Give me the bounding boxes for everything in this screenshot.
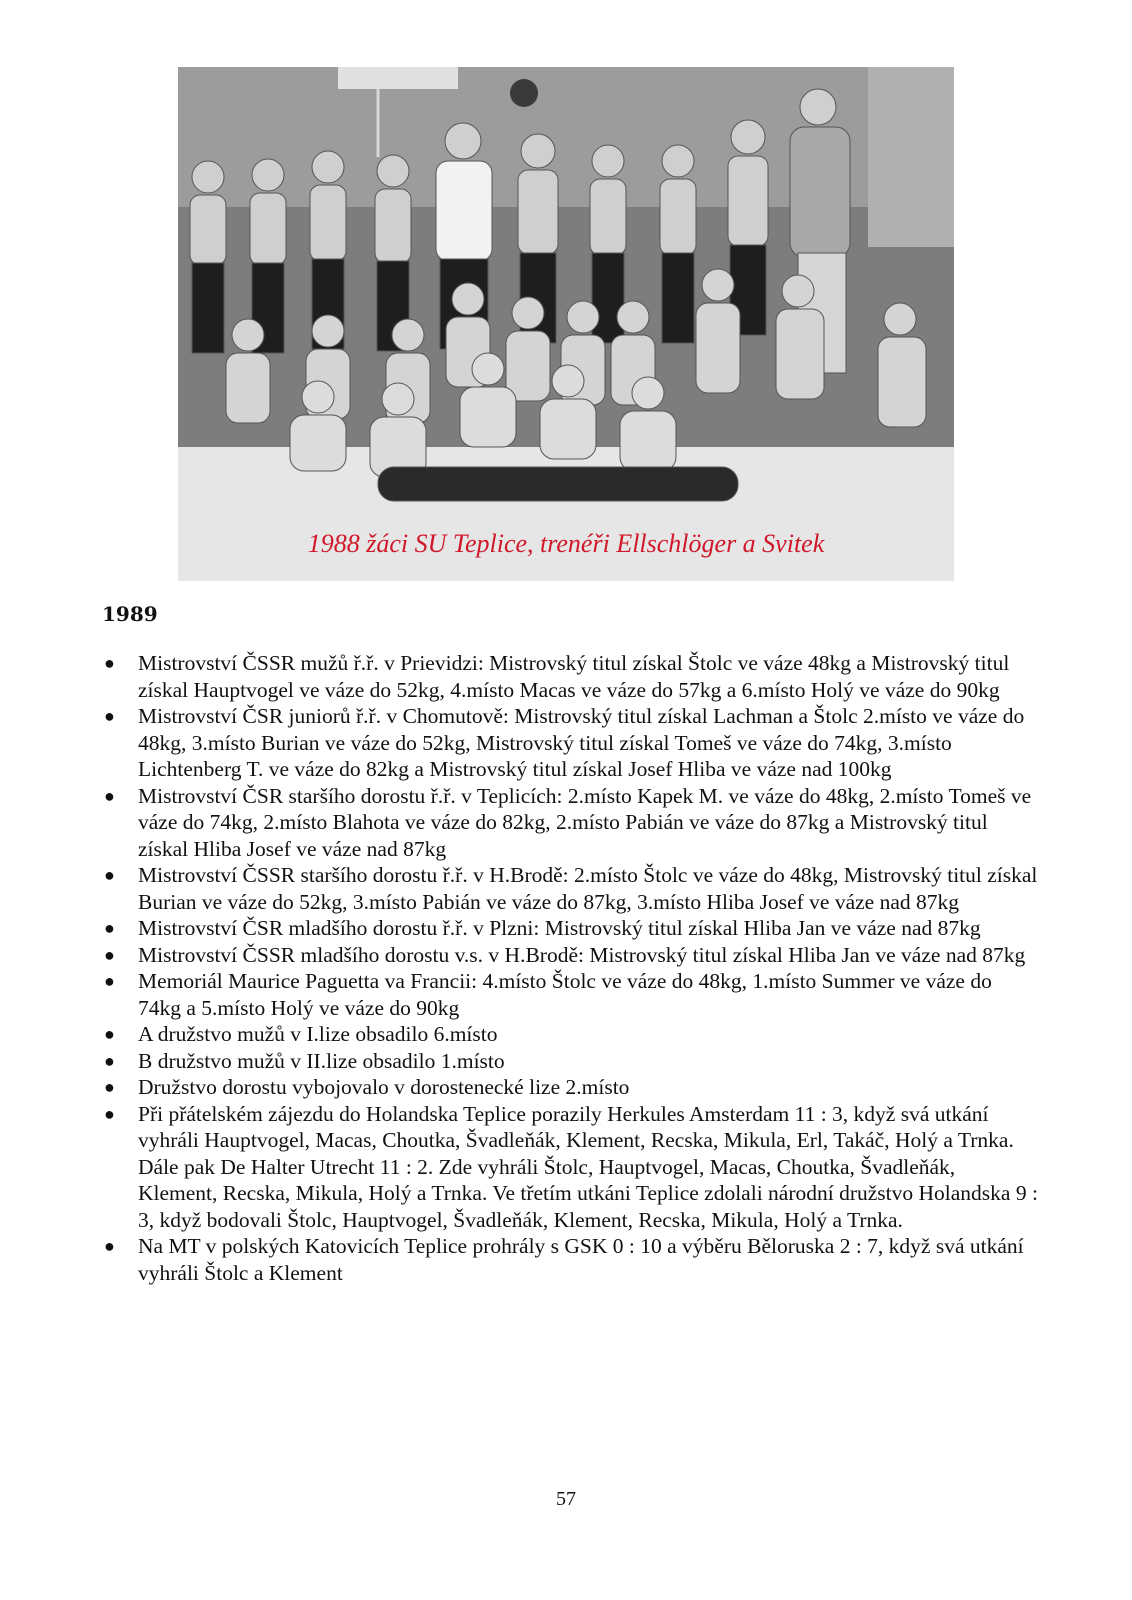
- list-item-text: Mistrovství ČSSR mladšího dorostu v.s. v H.Brodě: Mistrovský titul získal Hliba Jan ve váze nad 87kg: [138, 942, 1026, 967]
- bullet-icon: ●: [104, 971, 115, 991]
- bullet-icon: ●: [104, 785, 115, 806]
- list-item-text: Mistrovství ČSSR mužů ř.ř. v Prievidzi: Mistrovský titul získal Štolc ve váze 48kg a Mistrovský titul získal Hauptvogel ve váze do 52kg, 4.místo Macas ve váze do 57kg a 6.místo Holý ve váze do 90kg: [138, 651, 1010, 702]
- list-item-text: Družstvo dorostu vybojovalo v dorostenecké lize 2.místo: [138, 1075, 630, 1099]
- list-item: [102, 862, 1038, 915]
- list-item: [102, 1233, 1038, 1286]
- list-item: [102, 968, 1038, 1021]
- list-item: [102, 1101, 1038, 1234]
- bullet-icon: ●: [104, 918, 115, 938]
- list-item-text: A družstvo mužů v I.lize obsadilo 6.místo: [138, 1022, 498, 1046]
- list-item-text: Memoriál Maurice Paguetta va Francii: 4.místo Štolc ve váze do 48kg, 1.místo Summer ve váze do 74kg a 5.místo Holý ve váze do 90kg: [138, 969, 992, 1020]
- bullet-icon: ●: [104, 1050, 115, 1071]
- event-list: [102, 650, 1038, 1286]
- bullet-icon: ●: [104, 653, 115, 673]
- list-item: [102, 650, 1038, 703]
- bullet-icon: ●: [104, 706, 115, 726]
- bullet-icon: ●: [104, 1103, 115, 1124]
- list-item: [102, 783, 1038, 863]
- bullet-icon: ●: [104, 944, 115, 965]
- list-item: [102, 1021, 1038, 1048]
- team-photo-illustration: [178, 67, 954, 581]
- list-item-text: Mistrovství ČSR staršího dorostu ř.ř. v Teplicích: 2.místo Kapek M. ve váze do 48kg, 2.místo Tomeš ve váze do 74kg, 2.místo Blahota ve váze do 82kg, 2.místo Pabián ve váze do 87kg a Mistrovský titul získal Hliba Josef ve váze nad 87kg: [138, 783, 1032, 861]
- list-item-text: Mistrovství ČSSR staršího dorostu ř.ř. v H.Brodě: 2.místo Štolc ve váze do 48kg, Mistrovský titul získal Burian ve váze do 52kg, 3.místo Pabián ve váze do 87kg, 3.místo Hliba Josef ve váze nad 87kg: [138, 863, 1038, 914]
- list-item: [102, 915, 1038, 942]
- list-item: [102, 1048, 1038, 1075]
- list-item-text: Mistrovství ČSR juniorů ř.ř. v Chomutově: Mistrovský titul získal Lachman a Štolc 2.místo ve váze do 48kg, 3.místo Burian ve váze do 52kg, Mistrovský titul získal Tomeš ve váze do 74kg, 3.místo Lichtenberg T. ve váze do 82kg a Mistrovský titul získal Josef Hliba ve váze nad 100kg: [138, 704, 1025, 781]
- team-photo: [178, 67, 954, 581]
- bullet-icon: ●: [104, 1077, 115, 1097]
- list-item-text: Při přátelském zájezdu do Holandska Teplice porazily Herkules Amsterdam 11 : 3, když svá utkání vyhráli Hauptvogel, Macas, Choutka, Švadleňák, Klement, Recska, Mikula, Erl, Takáč, Holý a Trnka. Dále pak De Halter Utrecht 11 : 2. Zde vyhráli Štolc, Hauptvogel, Macas, Choutka, Švadleňák, Klement, Recska, Mikula, Holý a Trnka. Ve třetím utkáni Teplice zdolali národní družstvo Holandska 9 : 3, když bodovali Štolc, Hauptvogel, Švadleňák, Klement, Recska, Mikula, Holý a Trnka.: [138, 1101, 1038, 1232]
- list-item: [102, 703, 1038, 783]
- list-item-text: Na MT v polských Katovicích Teplice prohrály s GSK 0 : 10 a výběru Běloruska 2 : 7, když svá utkání vyhráli Štolc a Klement: [138, 1234, 1024, 1285]
- list-item: [102, 1074, 1038, 1101]
- page-number: 57: [556, 1488, 576, 1510]
- bullet-icon: ●: [104, 1236, 115, 1256]
- year-heading: 1989: [102, 602, 158, 626]
- list-item-text: Mistrovství ČSR mladšího dorostu ř.ř. v Plzni: Mistrovský titul získal Hliba Jan ve váze nad 87kg: [138, 916, 981, 940]
- bullet-icon: ●: [104, 865, 115, 885]
- list-item-text: B družstvo mužů v II.lize obsadilo 1.místo: [138, 1048, 505, 1073]
- list-item: [102, 942, 1038, 969]
- bullet-icon: ●: [104, 1024, 115, 1044]
- photo-caption: 1988 žáci SU Teplice, trenéři Ellschlöger a Svitek: [307, 529, 825, 558]
